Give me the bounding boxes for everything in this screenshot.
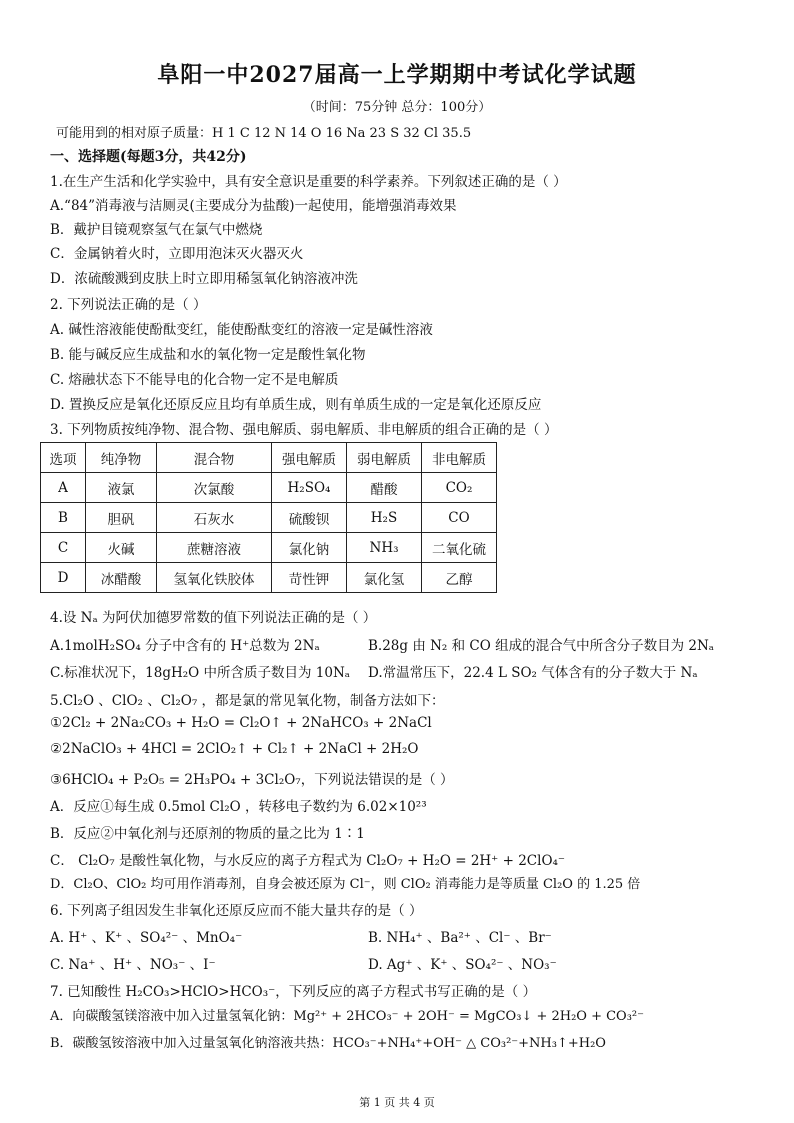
table-cell: D xyxy=(41,563,86,593)
table-cell: 氯化钠 xyxy=(272,533,347,563)
table-cell: 蔗糖溶液 xyxy=(157,533,272,563)
q4-stem: 4.设 Nₐ 为阿伏加德罗常数的值下列说法正确的是（ ） xyxy=(50,610,377,626)
q4-option-a: A.1molH₂SO₄ 分子中含有的 H⁺总数为 2Nₐ xyxy=(50,638,320,654)
table-cell: CO₂ xyxy=(422,473,497,503)
q2-stem: 2. 下列说法正确的是（ ） xyxy=(50,297,207,313)
q3-table xyxy=(40,442,497,593)
q2-option-c: C. 熔融状态下不能导电的化合物一定不是电解质 xyxy=(50,372,339,388)
q4-option-b: B.28g 由 N₂ 和 CO 组成的混合气中所含分子数目为 2Nₐ xyxy=(368,638,715,654)
table-cell: 火碱 xyxy=(86,533,157,563)
q1-stem: 1.在生产生活和化学实验中，具有安全意识是重要的科学素养。下列叙述正确的是（ ） xyxy=(50,174,567,190)
q2-option-a: A. 碱性溶液能使酚酞变红，能使酚酞变红的溶液一定是碱性溶液 xyxy=(50,322,433,338)
table-cell: 选项 xyxy=(41,443,86,473)
q6-option-b: B. NH₄⁺ 、Ba²⁺ 、Cl⁻ 、Br⁻ xyxy=(368,930,552,946)
table-cell: 硫酸钡 xyxy=(272,503,347,533)
table-cell: 氢氧化铁胶体 xyxy=(157,563,272,593)
table-header-row xyxy=(41,443,497,473)
q1-option-c: C．金属钠着火时，立即用泡沫灭火器灭火 xyxy=(50,246,304,262)
table-row xyxy=(41,503,497,533)
q5-option-a: A．反应①每生成 0.5mol Cl₂O ，转移电子数约为 6.02×10²³ xyxy=(50,799,427,815)
table-row xyxy=(41,473,497,503)
table-row xyxy=(41,563,497,593)
table-cell: 混合物 xyxy=(157,443,272,473)
q5-reaction-3: ③6HClO₄ + P₂O₅ = 2H₃PO₄ + 3Cl₂O₇，下列说法错误的是（ ） xyxy=(50,772,454,788)
table-cell: 非电解质 xyxy=(422,443,497,473)
table-cell: 苛性钾 xyxy=(272,563,347,593)
table-cell: 乙醇 xyxy=(422,563,497,593)
page-footer: 第 1 页 共 4 页 xyxy=(359,1096,435,1109)
table-cell: C xyxy=(41,533,86,563)
table-cell: 液氯 xyxy=(86,473,157,503)
q1-option-d: D．浓硫酸溅到皮肤上时立即用稀氢氧化钠溶液冲洗 xyxy=(50,271,358,287)
table-cell: 氯化氢 xyxy=(347,563,422,593)
q3-stem: 3. 下列物质按纯净物、混合物、强电解质、弱电解质、非电解质的组合正确的是（ ） xyxy=(50,422,558,438)
q4-option-d: D.常温常压下，22.4 L SO₂ 气体含有的分子数大于 Nₐ xyxy=(368,665,698,681)
table-cell: H₂S xyxy=(347,503,422,533)
q2-option-d: D. 置换反应是氧化还原反应且均有单质生成，则有单质生成的一定是氧化还原反应 xyxy=(50,397,542,413)
q5-stem: 5.Cl₂O 、ClO₂ 、Cl₂O₇ ，都是氯的常见氧化物，制备方法如下： xyxy=(50,693,445,709)
table-cell: 强电解质 xyxy=(272,443,347,473)
q5-reaction-1: ①2Cl₂ + 2Na₂CO₃ + H₂O = Cl₂O↑ + 2NaHCO₃ + 2NaCl xyxy=(50,715,432,731)
table-cell: 二氧化硫 xyxy=(422,533,497,563)
q6-option-c: C. Na⁺ 、H⁺ 、NO₃⁻ 、I⁻ xyxy=(50,957,216,973)
q5-reaction-2: ②2NaClO₃ + 4HCl = 2ClO₂↑ + Cl₂↑ + 2NaCl + 2H₂O xyxy=(50,741,419,757)
table-cell: 弱电解质 xyxy=(347,443,422,473)
table-cell: 胆矾 xyxy=(86,503,157,533)
table-cell: H₂SO₄ xyxy=(272,473,347,503)
table-cell: CO xyxy=(422,503,497,533)
table-row xyxy=(41,533,497,563)
exam-title: 阜阳一中2027届高一上学期期中考试化学试题 xyxy=(157,62,637,88)
table-cell: 醋酸 xyxy=(347,473,422,503)
table-cell: 次氯酸 xyxy=(157,473,272,503)
q6-option-a: A. H⁺ 、K⁺ 、SO₄²⁻ 、MnO₄⁻ xyxy=(50,930,243,946)
q2-option-b: B. 能与碱反应生成盐和水的氧化物一定是酸性氧化物 xyxy=(50,347,366,363)
q6-stem: 6. 下列离子组因发生非氧化还原反应而不能大量共存的是（ ） xyxy=(50,903,423,919)
table-cell: 冰醋酸 xyxy=(86,563,157,593)
atomic-masses: 可能用到的相对原子质量：H 1 C 12 N 14 O 16 Na 23 S 32 Cl 35.5 xyxy=(56,126,472,141)
table-cell: B xyxy=(41,503,86,533)
q1-option-b: B．戴护目镜观察氢气在氯气中燃烧 xyxy=(50,222,263,238)
q5-option-d: D．Cl₂O、ClO₂ 均可用作消毒剂，自身会被还原为 Cl⁻，则 ClO₂ 消毒能力是等质量 Cl₂O 的 1.25 倍 xyxy=(50,877,641,892)
table-cell: 纯净物 xyxy=(86,443,157,473)
q4-option-c: C.标准状况下，18gH₂O 中所含质子数目为 10Nₐ xyxy=(50,665,350,681)
table-cell: NH₃ xyxy=(347,533,422,563)
q7-stem: 7. 已知酸性 H₂CO₃>HClO>HCO₃⁻，下列反应的离子方程式书写正确的是（ ） xyxy=(50,984,537,1000)
table-cell: 石灰水 xyxy=(157,503,272,533)
exam-subtitle: （时间：75分钟 总分：100分） xyxy=(302,100,492,115)
q1-option-a: A.“84”消毒液与洁厕灵(主要成分为盐酸)一起使用，能增强消毒效果 xyxy=(50,198,457,214)
q7-option-a: A．向碳酸氢镁溶液中加入过量氢氧化钠：Mg²⁺ + 2HCO₃⁻ + 2OH⁻ = MgCO₃↓ + 2H₂O + CO₃²⁻ xyxy=(50,1009,645,1024)
q5-option-b: B．反应②中氧化剂与还原剂的物质的量之比为 1∶1 xyxy=(50,826,365,842)
section-heading: 一、选择题(每题3分，共42分) xyxy=(50,149,247,165)
q5-option-c: C． Cl₂O₇ 是酸性氧化物，与水反应的离子方程式为 Cl₂O₇ + H₂O = 2H⁺ + 2ClO₄⁻ xyxy=(50,853,566,869)
table-cell: A xyxy=(41,473,86,503)
q7-option-b: B．碳酸氢铵溶液中加入过量氢氧化钠溶液共热：HCO₃⁻+NH₄⁺+OH⁻ △ CO₃²⁻+NH₃↑+H₂O xyxy=(50,1036,606,1051)
q6-option-d: D. Ag⁺ 、K⁺ 、SO₄²⁻ 、NO₃⁻ xyxy=(368,957,557,973)
